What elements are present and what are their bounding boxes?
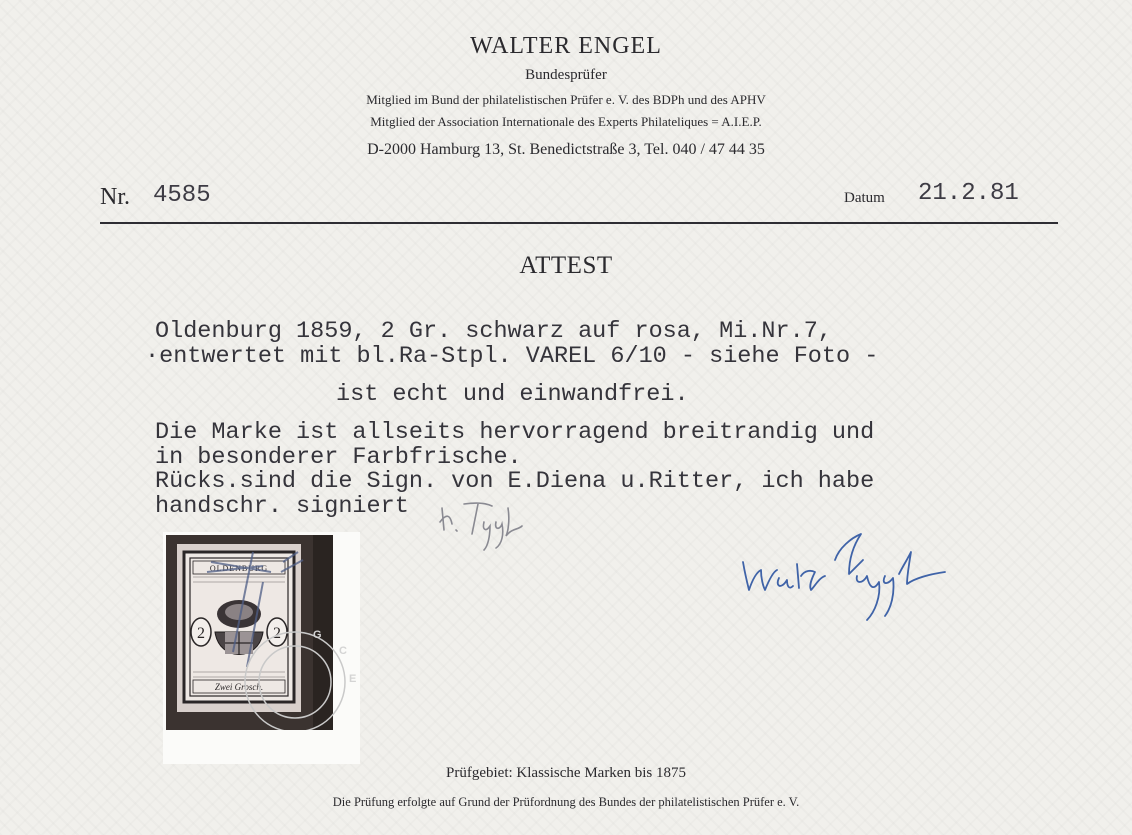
- svg-text:E: E: [349, 673, 357, 685]
- date-label: Datum: [844, 190, 885, 206]
- examination-scope: Prüfgebiet: Klassische Marken bis 1875: [446, 765, 686, 781]
- body-line-4: Die Marke ist allseits hervorragend breitrandig und: [155, 419, 875, 446]
- body-line-1: Oldenburg 1859, 2 Gr. schwarz auf rosa, Mi.Nr.7,: [155, 318, 832, 345]
- examiner-signature: [735, 520, 950, 630]
- stamp-numeral-right: 2: [273, 625, 281, 642]
- body-line-2: ·entwertet mit bl.Ra-Stpl. VAREL 6/10 - siehe Foto -: [145, 343, 879, 370]
- examination-rules-note: Die Prüfung erfolgte auf Grund der Prüfordnung des Bundes der philatelistischen Prüfer e. V.: [332, 795, 800, 809]
- stamp-top-text: OLDENBURG: [209, 564, 269, 573]
- body-line-5: in besonderer Farbfrische.: [155, 444, 522, 471]
- certificate-number-label: Nr.: [100, 184, 130, 210]
- body-line-6: Rücks.sind die Sign. von E.Diena u.Ritter, ich habe: [155, 468, 875, 495]
- svg-text:C: C: [339, 645, 347, 657]
- expert-name: WALTER ENGEL: [470, 33, 662, 59]
- svg-text:G: G: [313, 629, 322, 641]
- expert-title: Bundesprüfer: [525, 67, 607, 83]
- handwritten-initials: [438, 500, 548, 555]
- address-line: D-2000 Hamburg 13, St. Benedictstraße 3, Tel. 040 / 47 44 35: [367, 141, 765, 158]
- body-line-7: handschr. signiert: [155, 493, 409, 520]
- body-line-3: ist echt und einwandfrei.: [336, 381, 689, 408]
- membership-line-1: Mitglied im Bund der philatelistischen Prüfer e. V. des BDPh und des APHV: [366, 92, 766, 107]
- stamp-photo: [163, 532, 360, 764]
- certificate-date: 21.2.81: [918, 180, 1019, 207]
- stamp-bottom-text: Zwei Grosch.: [214, 682, 264, 692]
- membership-line-2: Mitglied der Association Internationale des Experts Philateliques = A.I.E.P.: [370, 114, 762, 129]
- document-title: ATTEST: [519, 252, 613, 279]
- stamp-numeral-left: 2: [197, 625, 205, 642]
- header-divider: [100, 222, 1058, 224]
- certificate-number: 4585: [153, 182, 211, 209]
